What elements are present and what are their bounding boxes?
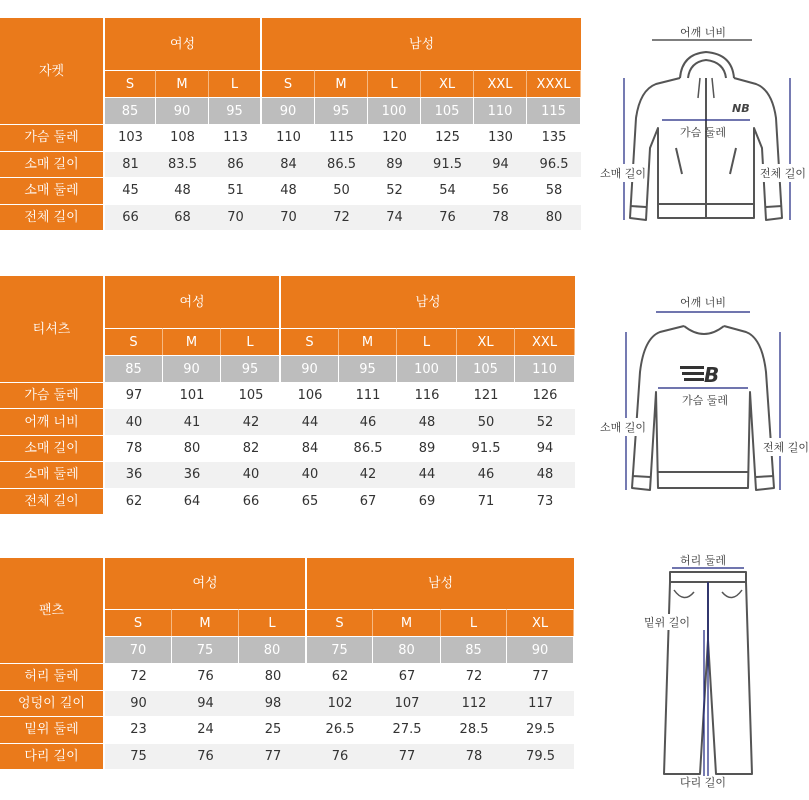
measurement-value: 86.5 bbox=[339, 435, 397, 461]
measurement-label: 전체 길이 bbox=[0, 204, 105, 231]
measurement-value: 48 bbox=[397, 408, 457, 434]
size-number: 85 bbox=[105, 97, 156, 124]
size-letter: M bbox=[339, 328, 397, 355]
size-letter: L bbox=[397, 328, 457, 355]
jacket-chest-label: 가슴 둘레 bbox=[680, 126, 727, 139]
measurement-value: 44 bbox=[397, 461, 457, 487]
size-number: 105 bbox=[457, 355, 515, 382]
measurement-value: 24 bbox=[172, 716, 239, 743]
measurement-value: 105 bbox=[221, 382, 281, 408]
measurement-row bbox=[0, 435, 575, 461]
measurement-value: 80 bbox=[239, 663, 307, 690]
jacket-sleeve-label: 소매 길이 bbox=[600, 164, 646, 182]
size-number: 95 bbox=[339, 355, 397, 382]
size-number: 110 bbox=[474, 97, 527, 124]
size-number: 110 bbox=[515, 355, 575, 382]
size-number: 100 bbox=[368, 97, 421, 124]
measurement-value: 36 bbox=[105, 461, 163, 487]
measurement-value: 76 bbox=[307, 743, 373, 770]
measurement-value: 66 bbox=[221, 488, 281, 514]
size-number: 80 bbox=[239, 636, 307, 663]
size-number: 90 bbox=[281, 355, 339, 382]
measurement-label: 엉덩이 길이 bbox=[0, 690, 105, 717]
women-header: 여성 bbox=[105, 558, 307, 609]
measurement-value: 84 bbox=[262, 151, 315, 178]
size-letter: S bbox=[262, 70, 315, 97]
size-letter: XL bbox=[421, 70, 474, 97]
size-number: 105 bbox=[421, 97, 474, 124]
measurement-value: 103 bbox=[105, 124, 156, 151]
measurement-row bbox=[0, 177, 581, 204]
size-letter: L bbox=[209, 70, 262, 97]
measurement-label: 소매 길이 bbox=[0, 435, 105, 461]
pants-leg-label: 다리 길이 bbox=[680, 776, 727, 789]
size-letter: S bbox=[105, 328, 163, 355]
measurement-value: 112 bbox=[441, 690, 507, 717]
size-table-1 bbox=[0, 276, 575, 514]
measurement-value: 86.5 bbox=[315, 151, 368, 178]
measurement-value: 107 bbox=[373, 690, 441, 717]
measurement-value: 117 bbox=[507, 690, 574, 717]
measurement-value: 46 bbox=[457, 461, 515, 487]
measurement-value: 69 bbox=[397, 488, 457, 514]
measurement-value: 98 bbox=[239, 690, 307, 717]
measurement-value: 76 bbox=[172, 663, 239, 690]
men-header: 남성 bbox=[262, 18, 581, 70]
size-number: 115 bbox=[527, 97, 581, 124]
tshirt-length-label: 전체 길이 bbox=[763, 438, 809, 456]
measurement-value: 40 bbox=[281, 461, 339, 487]
gender-header-row bbox=[0, 18, 581, 70]
measurement-value: 83.5 bbox=[156, 151, 209, 178]
measurement-label: 다리 길이 bbox=[0, 743, 105, 770]
measurement-value: 23 bbox=[105, 716, 172, 743]
measurement-value: 80 bbox=[163, 435, 221, 461]
measurement-value: 82 bbox=[221, 435, 281, 461]
measurement-value: 102 bbox=[307, 690, 373, 717]
measurement-value: 78 bbox=[441, 743, 507, 770]
measurement-value: 74 bbox=[368, 204, 421, 231]
measurement-value: 62 bbox=[105, 488, 163, 514]
measurement-value: 78 bbox=[105, 435, 163, 461]
size-letter: M bbox=[163, 328, 221, 355]
size-number: 90 bbox=[156, 97, 209, 124]
measurement-value: 36 bbox=[163, 461, 221, 487]
measurement-value: 67 bbox=[339, 488, 397, 514]
measurement-value: 72 bbox=[441, 663, 507, 690]
measurement-value: 89 bbox=[368, 151, 421, 178]
measurement-value: 65 bbox=[281, 488, 339, 514]
measurement-value: 91.5 bbox=[457, 435, 515, 461]
measurement-value: 73 bbox=[515, 488, 575, 514]
measurement-value: 111 bbox=[339, 382, 397, 408]
size-letter: M bbox=[373, 609, 441, 636]
size-letter: M bbox=[315, 70, 368, 97]
measurement-row bbox=[0, 408, 575, 434]
category-title: 티셔츠 bbox=[0, 276, 105, 382]
gender-header-row bbox=[0, 276, 575, 328]
size-letter: S bbox=[281, 328, 339, 355]
size-number: 85 bbox=[105, 355, 163, 382]
size-table-0 bbox=[0, 18, 581, 230]
measurement-value: 50 bbox=[457, 408, 515, 434]
measurement-value: 130 bbox=[474, 124, 527, 151]
pants-outline-icon bbox=[640, 550, 760, 795]
measurement-value: 108 bbox=[156, 124, 209, 151]
size-letter: M bbox=[172, 609, 239, 636]
size-number: 80 bbox=[373, 636, 441, 663]
measurement-value: 48 bbox=[262, 177, 315, 204]
jacket-figure bbox=[600, 18, 807, 238]
measurement-value: 121 bbox=[457, 382, 515, 408]
measurement-value: 72 bbox=[105, 663, 172, 690]
size-letter: S bbox=[105, 70, 156, 97]
size-letter: S bbox=[307, 609, 373, 636]
measurement-value: 27.5 bbox=[373, 716, 441, 743]
tshirt-figure bbox=[600, 292, 809, 502]
measurement-value: 91.5 bbox=[421, 151, 474, 178]
svg-text:B: B bbox=[704, 363, 720, 387]
measurement-value: 89 bbox=[397, 435, 457, 461]
size-letter: XXL bbox=[515, 328, 575, 355]
measurement-label: 전체 길이 bbox=[0, 488, 105, 514]
size-table-2 bbox=[0, 558, 574, 769]
measurement-row bbox=[0, 124, 581, 151]
measurement-value: 79.5 bbox=[507, 743, 574, 770]
size-number: 100 bbox=[397, 355, 457, 382]
measurement-value: 62 bbox=[307, 663, 373, 690]
measurement-value: 67 bbox=[373, 663, 441, 690]
category-title: 자켓 bbox=[0, 18, 105, 124]
measurement-value: 50 bbox=[315, 177, 368, 204]
measurement-value: 52 bbox=[515, 408, 575, 434]
measurement-row bbox=[0, 151, 581, 178]
size-letter: XL bbox=[507, 609, 574, 636]
size-number: 75 bbox=[307, 636, 373, 663]
measurement-value: 70 bbox=[262, 204, 315, 231]
measurement-value: 101 bbox=[163, 382, 221, 408]
measurement-value: 42 bbox=[221, 408, 281, 434]
measurement-value: 26.5 bbox=[307, 716, 373, 743]
measurement-value: 72 bbox=[315, 204, 368, 231]
measurement-value: 106 bbox=[281, 382, 339, 408]
measurement-value: 84 bbox=[281, 435, 339, 461]
measurement-value: 78 bbox=[474, 204, 527, 231]
measurement-value: 54 bbox=[421, 177, 474, 204]
measurement-value: 96.5 bbox=[527, 151, 581, 178]
measurement-value: 51 bbox=[209, 177, 262, 204]
size-letter: L bbox=[221, 328, 281, 355]
measurement-value: 46 bbox=[339, 408, 397, 434]
measurement-value: 52 bbox=[368, 177, 421, 204]
measurement-row bbox=[0, 743, 574, 770]
measurement-value: 135 bbox=[527, 124, 581, 151]
size-number: 95 bbox=[315, 97, 368, 124]
size-letter: S bbox=[105, 609, 172, 636]
measurement-value: 81 bbox=[105, 151, 156, 178]
measurement-value: 44 bbox=[281, 408, 339, 434]
measurement-value: 94 bbox=[474, 151, 527, 178]
measurement-label: 소매 둘레 bbox=[0, 461, 105, 487]
measurement-value: 64 bbox=[163, 488, 221, 514]
pants-figure bbox=[640, 550, 760, 795]
measurement-value: 120 bbox=[368, 124, 421, 151]
pants-rise-label: 밑위 길이 bbox=[644, 616, 691, 629]
jacket-length-label: 전체 길이 bbox=[760, 164, 806, 182]
measurement-label: 소매 길이 bbox=[0, 151, 105, 178]
tshirt-sleeve-label: 소매 길이 bbox=[600, 418, 646, 436]
measurement-value: 97 bbox=[105, 382, 163, 408]
measurement-value: 113 bbox=[209, 124, 262, 151]
measurement-value: 28.5 bbox=[441, 716, 507, 743]
measurement-value: 77 bbox=[239, 743, 307, 770]
men-header: 남성 bbox=[307, 558, 574, 609]
measurement-value: 25 bbox=[239, 716, 307, 743]
measurement-row bbox=[0, 663, 574, 690]
measurement-label: 밑위 둘레 bbox=[0, 716, 105, 743]
measurement-value: 45 bbox=[105, 177, 156, 204]
measurement-label: 가슴 둘레 bbox=[0, 124, 105, 151]
measurement-label: 어깨 너비 bbox=[0, 408, 105, 434]
size-letter: XXXL bbox=[527, 70, 581, 97]
size-number: 95 bbox=[209, 97, 262, 124]
measurement-value: 77 bbox=[373, 743, 441, 770]
size-letter: L bbox=[239, 609, 307, 636]
measurement-row bbox=[0, 382, 575, 408]
size-number: 85 bbox=[441, 636, 507, 663]
measurement-value: 75 bbox=[105, 743, 172, 770]
measurement-value: 125 bbox=[421, 124, 474, 151]
size-letter: XXL bbox=[474, 70, 527, 97]
measurement-row bbox=[0, 716, 574, 743]
jacket-shoulder-label: 어깨 너비 bbox=[680, 26, 727, 39]
measurement-value: 94 bbox=[515, 435, 575, 461]
measurement-value: 70 bbox=[209, 204, 262, 231]
size-letter: M bbox=[156, 70, 209, 97]
measurement-row bbox=[0, 488, 575, 514]
measurement-row bbox=[0, 204, 581, 231]
measurement-value: 48 bbox=[515, 461, 575, 487]
size-number: 75 bbox=[172, 636, 239, 663]
measurement-label: 허리 둘레 bbox=[0, 663, 105, 690]
measurement-value: 40 bbox=[221, 461, 281, 487]
size-letter: L bbox=[368, 70, 421, 97]
tshirt-chest-label: 가슴 둘레 bbox=[682, 394, 729, 407]
measurement-value: 48 bbox=[156, 177, 209, 204]
tshirt-shoulder-label: 어깨 너비 bbox=[680, 296, 727, 309]
women-header: 여성 bbox=[105, 18, 262, 70]
size-number: 90 bbox=[507, 636, 574, 663]
measurement-value: 41 bbox=[163, 408, 221, 434]
size-number: 70 bbox=[105, 636, 172, 663]
measurement-label: 소매 둘레 bbox=[0, 177, 105, 204]
measurement-value: 76 bbox=[172, 743, 239, 770]
women-header: 여성 bbox=[105, 276, 281, 328]
measurement-value: 116 bbox=[397, 382, 457, 408]
measurement-value: 71 bbox=[457, 488, 515, 514]
measurement-value: 76 bbox=[421, 204, 474, 231]
measurement-value: 66 bbox=[105, 204, 156, 231]
pants-waist-label: 허리 둘레 bbox=[680, 554, 727, 567]
measurement-value: 40 bbox=[105, 408, 163, 434]
measurement-value: 115 bbox=[315, 124, 368, 151]
size-letter: L bbox=[441, 609, 507, 636]
gender-header-row bbox=[0, 558, 574, 609]
size-number: 95 bbox=[221, 355, 281, 382]
measurement-value: 126 bbox=[515, 382, 575, 408]
measurement-label: 가슴 둘레 bbox=[0, 382, 105, 408]
size-number: 90 bbox=[262, 97, 315, 124]
men-header: 남성 bbox=[281, 276, 575, 328]
measurement-value: 29.5 bbox=[507, 716, 574, 743]
measurement-value: 90 bbox=[105, 690, 172, 717]
measurement-value: 58 bbox=[527, 177, 581, 204]
measurement-value: 80 bbox=[527, 204, 581, 231]
svg-text:NB: NB bbox=[732, 102, 750, 115]
measurement-value: 94 bbox=[172, 690, 239, 717]
measurement-value: 68 bbox=[156, 204, 209, 231]
measurement-value: 77 bbox=[507, 663, 574, 690]
measurement-value: 86 bbox=[209, 151, 262, 178]
measurement-row bbox=[0, 690, 574, 717]
measurement-value: 56 bbox=[474, 177, 527, 204]
measurement-value: 42 bbox=[339, 461, 397, 487]
measurement-value: 110 bbox=[262, 124, 315, 151]
size-letter: XL bbox=[457, 328, 515, 355]
size-number: 90 bbox=[163, 355, 221, 382]
category-title: 팬츠 bbox=[0, 558, 105, 663]
measurement-row bbox=[0, 461, 575, 487]
